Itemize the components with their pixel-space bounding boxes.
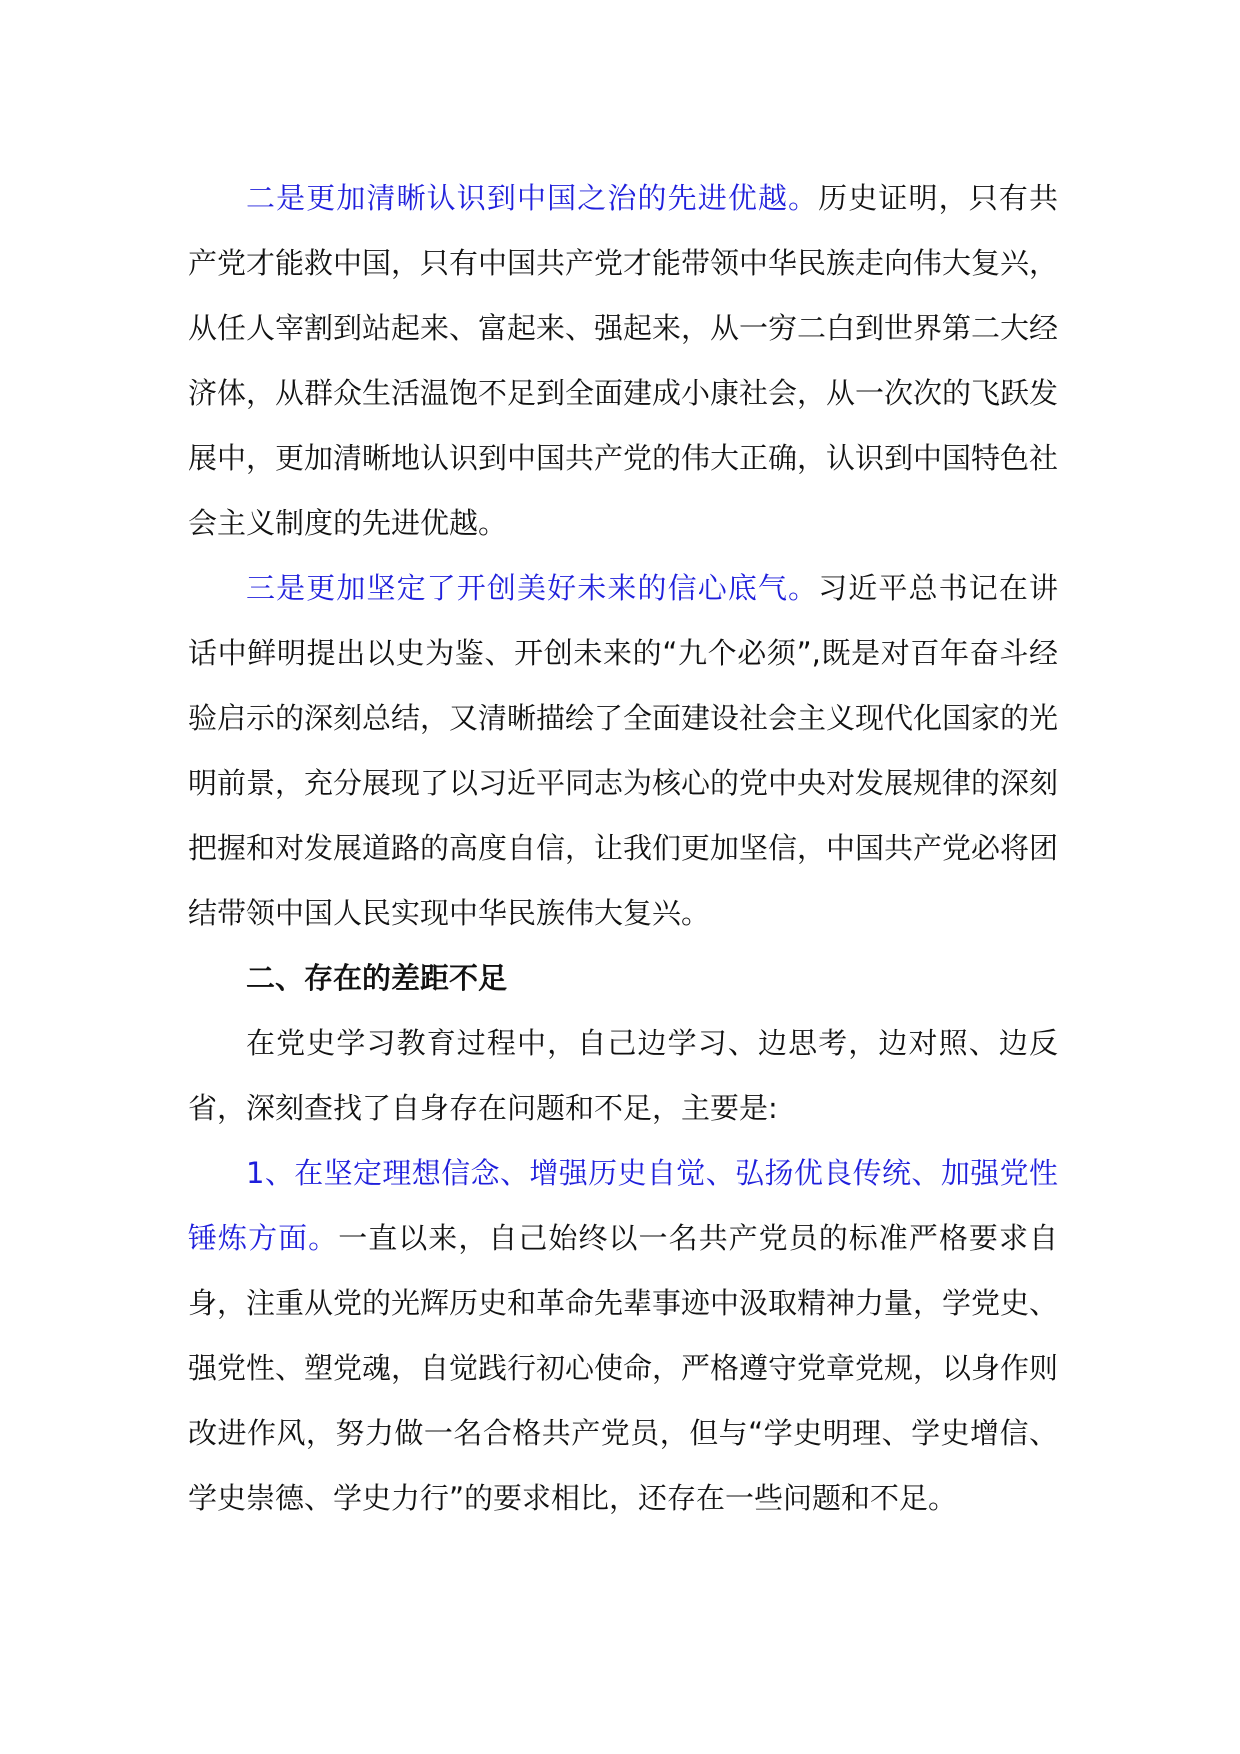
intro-paragraph: 在党史学习教育过程中，自己边学习、边思考，边对照、边反省，深刻查找了自身存在问题和不足，主要是: [188,1026,1058,1125]
item-one-lead: 1、在坚定理想信念、增强历史自觉、弘扬优良传统、加强党性锤炼方面。 [188,1156,1058,1255]
paragraph-two [188,166,1058,556]
paragraph-three-body: 习近平总书记在讲话中鲜明提出以史为鉴、开创未来的“九个必须”,既是对百年奋斗经验启示的深刻总结，又清晰描绘了全面建设社会主义现代化国家的光明前景，充分展现了以习近平同志为核心的党中央对发展规律的深刻把握和对发展道路的高度自信，让我们更加坚信，中国共产党必将团结带领中国人民实现中华民族伟大复兴。 [188,571,1059,930]
paragraph-three [188,556,1058,946]
paragraph-two-lead: 二是更加清晰认识到中国之治的先进优越。 [246,181,819,215]
document-body [188,166,1058,1531]
paragraph-three-lead: 三是更加坚定了开创美好未来的信心底气。 [246,571,819,605]
item-one-paragraph [188,1141,1058,1531]
section-heading: 二、存在的差距不足 [246,961,508,995]
item-one-body: 一直以来，自己始终以一名共产党员的标准严格要求自身，注重从党的光辉历史和革命先辈事迹中汲取精神力量，学党史、强党性、塑党魂，自觉践行初心使命，严格遵守党章党规，以身作则改进作风，努力做一名合格共产党员，但与“学史明理、学史增信、学史崇德、学史力行”的要求相比，还存在一些问题和不足。 [188,1221,1059,1515]
paragraph-two-body: 历史证明，只有共产党才能救中国，只有中国共产党才能带领中华民族走向伟大复兴，从任人宰割到站起来、富起来、强起来，从一穷二白到世界第二大经济体，从群众生活温饱不足到全面建成小康社会，从一次次的飞跃发展中，更加清晰地认识到中国共产党的伟大正确，认识到中国特色社会主义制度的先进优越。 [188,181,1059,540]
